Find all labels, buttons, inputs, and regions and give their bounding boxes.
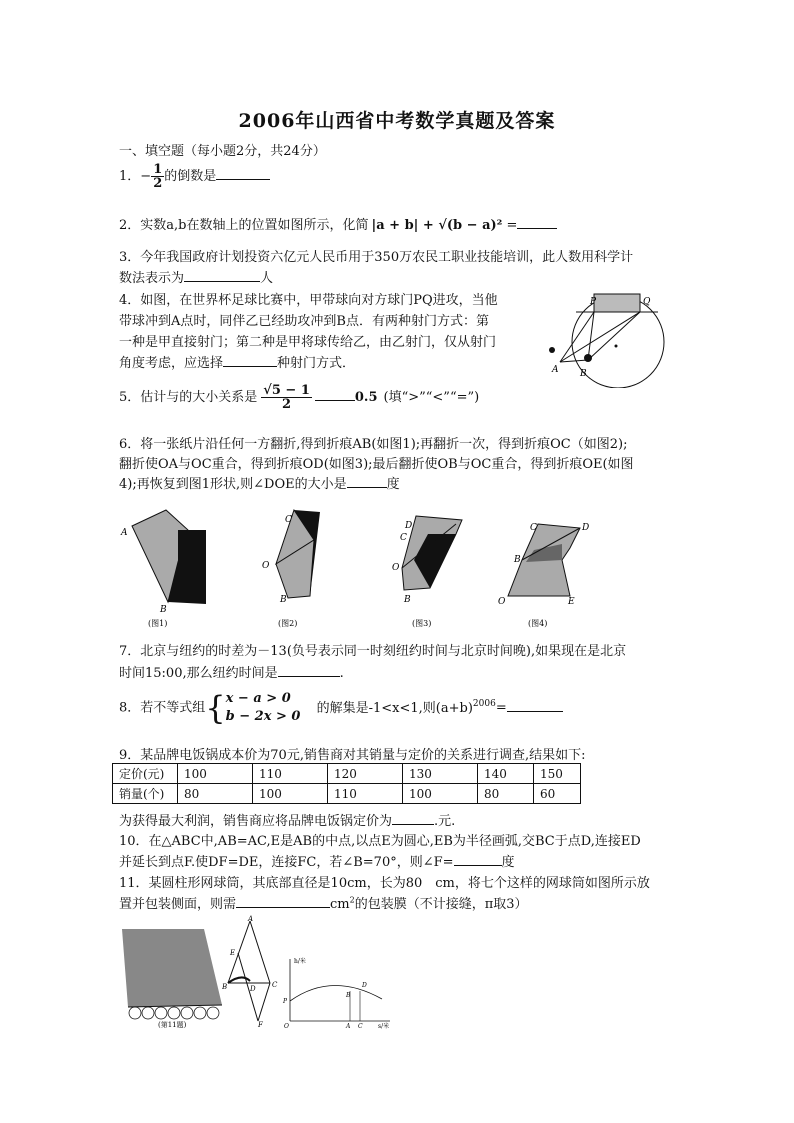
- svg-text:C: C: [285, 515, 292, 525]
- label-A: A: [552, 365, 559, 375]
- question-8: 8．若不等式组{ x − a > 0 b − 2x > 0 的解集是-1<x<1,则$(a+b)^{2006}=$: [119, 690, 563, 726]
- svg-text:F: F: [258, 1021, 263, 1027]
- question-9-after: 为获得最大利润，销售商应将品牌电饭锅定价为 .元.: [119, 814, 456, 829]
- svg-text:O: O: [392, 563, 400, 573]
- question-11-line2: 置并包装侧面，则需 $cm^2$的包装膜（不计接缝，π取3）: [119, 895, 528, 912]
- q1-fraction: $\frac{1}{2}$: [153, 162, 163, 191]
- svg-text:O: O: [262, 561, 270, 571]
- svg-text:(第11题): (第11题): [158, 1021, 187, 1029]
- svg-text:E: E: [230, 949, 236, 957]
- svg-text:B: B: [160, 605, 167, 615]
- svg-text:(图3): (图3): [412, 619, 432, 628]
- svg-text:(图4): (图4): [528, 619, 548, 628]
- q1-blank[interactable]: [216, 167, 270, 180]
- question-11-line1: 11．某圆柱形网球筒，其底部直径是10cm，长为80 cm，将七个这样的网球筒如图所示放: [119, 876, 650, 891]
- q6-figure-3: [390, 500, 480, 628]
- svg-text:(图1): (图1): [148, 619, 168, 628]
- question-10-line2: 并延长到点F.使DF=DE，连接FC，若∠B=70°，则∠F= 度: [119, 855, 515, 870]
- q6-figure-4: [496, 500, 596, 628]
- svg-text:C: C: [272, 981, 278, 989]
- svg-text:B: B: [346, 992, 351, 999]
- svg-text:C: C: [530, 523, 537, 533]
- svg-text:O: O: [498, 597, 506, 607]
- svg-text:A: A: [121, 528, 128, 538]
- svg-text:B: B: [514, 555, 521, 565]
- svg-text:B: B: [280, 595, 287, 605]
- svg-text:(图2): (图2): [278, 619, 298, 628]
- question-4-line2: 带球冲到A点时，同伴乙已经助攻冲到B点．有两种射门方式：第: [119, 314, 489, 329]
- q8-blank[interactable]: [507, 699, 563, 712]
- q5-fraction: $\frac{√5 - 1}{2}$: [263, 383, 310, 412]
- svg-text:h/米: h/米: [294, 958, 306, 965]
- q10-blank[interactable]: [454, 853, 502, 866]
- q6-figure-1: [118, 500, 218, 628]
- question-10-line1: 10．在△ABC中,AB=AC,E是AB的中点,以点E为圆心,EB为半径画弧,交BC于点D,连接ED: [119, 834, 641, 849]
- page-title: 2006年山西省中考数学真题及答案: [238, 110, 556, 132]
- question-7-line2: 时间15:00,那么纽约时间是 .: [119, 666, 344, 681]
- svg-text:D: D: [362, 982, 367, 989]
- question-3-line2: 数法表示为 人: [119, 271, 274, 286]
- svg-text:E: E: [568, 597, 575, 607]
- q4-goal-figure: [540, 290, 670, 388]
- question-7-line1: 7．北京与纽约的时差为－13(负号表示同一时刻纽约时间与北京时间晚),如果现在是北京: [119, 644, 627, 659]
- svg-text:B: B: [222, 983, 228, 991]
- q6-figure-2: [258, 500, 342, 628]
- question-4-line1: 4．如图，在世界杯足球比赛中，甲带球向对方球门PQ进攻，当他: [119, 293, 498, 308]
- svg-text:D: D: [405, 521, 413, 531]
- svg-text:D: D: [582, 523, 590, 533]
- section-heading: 一、填空题（每小题2分，共24分）: [119, 144, 326, 159]
- q9-price-table: [112, 763, 581, 804]
- svg-text:A: A: [248, 915, 254, 923]
- question-6-line3: 4);再恢复到图1形状,则∠DOE的大小是 度: [119, 477, 400, 492]
- q1-text: 的倒数是: [164, 169, 217, 184]
- q9-blank[interactable]: [392, 812, 434, 825]
- question-4-line3: 一种是甲直接射门；第二种是甲将球传给乙，由乙射门，仅从射门: [119, 335, 497, 350]
- q1-sign: −: [140, 169, 152, 184]
- svg-text:D: D: [250, 985, 256, 993]
- question-1: [119, 163, 270, 190]
- label-P: P: [590, 297, 597, 307]
- svg-text:B: B: [404, 595, 411, 605]
- q6-blank[interactable]: [347, 475, 387, 488]
- label-B: B: [580, 369, 587, 379]
- svg-text:A: A: [346, 1023, 351, 1029]
- question-2: 2．实数a,b在数轴上的位置如图所示，化简 |a + b| + √(b − a)² =: [119, 214, 557, 233]
- question-5: 5．估计与的大小关系是 $\frac{√5 - 1}{2}$ 0.5 (填“>”“<”“=”): [119, 383, 480, 412]
- svg-text:C: C: [358, 1023, 363, 1029]
- q10-triangle-figure: [222, 915, 286, 1027]
- svg-text:C: C: [400, 533, 407, 543]
- table-row: 定价(元) 100 110 120 130 140 150: [113, 764, 581, 784]
- table-row: 销量(个) 80 100 110 100 80 60: [113, 784, 581, 804]
- label-Q: Q: [643, 297, 651, 307]
- question-9-intro: 9．某品牌电饭锅成本价为70元,销售商对其销量与定价的关系进行调查,结果如下:: [119, 748, 586, 763]
- q3-blank[interactable]: [184, 269, 260, 282]
- q11-tubes-figure: [118, 925, 228, 1029]
- q7-blank[interactable]: [278, 664, 340, 677]
- question-6-line1: 6．将一张纸片沿任何一方翻折,得到折痕AB(如图1);再翻折一次，得到折痕OC（如图2);: [119, 437, 628, 452]
- q5-blank[interactable]: [315, 388, 355, 401]
- svg-text:O: O: [284, 1023, 289, 1029]
- svg-text:s/米: s/米: [378, 1023, 390, 1029]
- q8-system: { x − a > 0 b − 2x > 0: [205, 689, 301, 727]
- q2-blank[interactable]: [517, 216, 557, 229]
- q11-blank[interactable]: [236, 895, 330, 908]
- projectile-graph-figure: [282, 955, 394, 1029]
- svg-text:P: P: [283, 998, 288, 1005]
- q1-number: 1．: [119, 169, 141, 184]
- question-6-line2: 翻折使OA与OC重合，得到折痕OD(如图3);最后翻折使OB与OC重合，得到折痕OE(如图: [119, 457, 634, 472]
- q2-expression: |a + b| + √(b − a)²: [371, 218, 503, 233]
- question-4-line4: 角度考虑，应选择 种射门方式．: [119, 356, 356, 371]
- question-3-line1: 3．今年我国政府计划投资六亿元人民币用于350万农民工职业技能培训，此人数用科学计: [119, 250, 634, 265]
- q4-blank[interactable]: [223, 354, 277, 367]
